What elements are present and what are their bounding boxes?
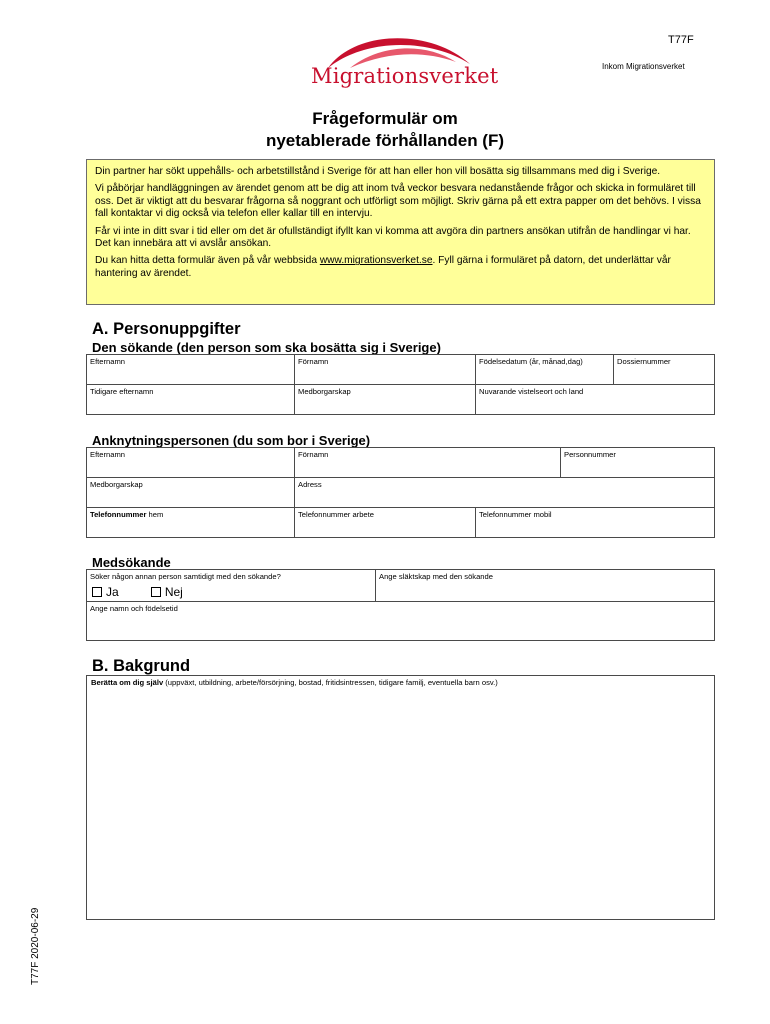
background-prompt-rest: (uppväxt, utbildning, arbete/försörjning, bostad, fritidsintressen, tidigare familj, eventuella barn osv.) — [163, 678, 498, 687]
section-b-title: B. Bakgrund — [92, 657, 191, 675]
co-applicant-section-title: Medsökande — [92, 555, 171, 570]
anchor-phone-work-label: Telefonnummer arbete — [298, 510, 374, 519]
info-box — [86, 159, 715, 305]
co-applicant-relationship-label: Ange släktskap med den sökande — [379, 572, 493, 581]
info-paragraph-2: Vi påbörjar handläggningen av ärendet genom att be dig att inom två veckor besvara nedanstående frågor och skicka in formuläret till oss. Det är viktigt att du besvarar frågorna så noggrant och utförligt som möjligt. Skriv gärna på ett extra papper om det behövs. I vissa fall kontaktar vi dig också via telefon eller kallar till en intervju. — [95, 183, 701, 220]
co-applicant-question: Söker någon annan person samtidigt med den sökande? — [90, 572, 281, 581]
anchor-table — [86, 447, 715, 538]
anchor-phone-work-field[interactable] — [295, 508, 476, 538]
anchor-citizenship-field[interactable] — [87, 478, 295, 508]
co-applicant-relationship-field[interactable] — [376, 570, 715, 602]
anchor-phone-home-rest: hem — [146, 510, 164, 519]
anchor-phone-mobile-label: Telefonnummer mobil — [479, 510, 552, 519]
yes-checkbox[interactable] — [92, 587, 102, 597]
logo-text: Migrationsverket — [311, 64, 499, 88]
co-applicant-question-cell — [87, 570, 376, 602]
anchor-phone-home-label — [90, 510, 163, 519]
anchor-first-name-label: Förnamn — [298, 450, 329, 459]
form-code: T77F — [668, 34, 694, 46]
inbox-label: Inkom Migrationsverket — [602, 62, 685, 71]
anchor-first-name-field[interactable] — [295, 448, 561, 478]
background-prompt — [87, 676, 714, 689]
anchor-citizenship-label: Medborgarskap — [90, 480, 143, 489]
page-title-line2: nyetablerade förhållanden (F) — [265, 131, 505, 150]
applicant-previous-surname-field[interactable] — [87, 385, 295, 415]
applicant-residence-label: Nuvarande vistelseort och land — [479, 387, 584, 396]
no-checkbox[interactable] — [151, 587, 161, 597]
applicant-table — [86, 354, 715, 415]
anchor-section-title: Anknytningspersonen (du som bor i Sverige) — [92, 433, 371, 448]
no-label: Nej — [164, 585, 183, 599]
info-p4-pre: Du kan hitta detta formulär även på vår webbsida — [95, 255, 320, 267]
anchor-phone-home-field[interactable] — [87, 508, 295, 538]
website-link[interactable]: www.migrationsverket.se — [319, 255, 433, 267]
info-paragraph-3: Får vi inte in ditt svar i tid eller om det är ofullständigt ifyllt kan vi komma att avgöra din partners ansökan utifrån de handlingar vi har. Det kan innebära att vi avslår ansökan. — [95, 225, 691, 250]
background-text-area[interactable] — [86, 675, 715, 920]
applicant-dossier-label: Dossiernummer — [617, 357, 671, 366]
info-p4-post: . Fyll gärna i formuläret på datorn, det underlättar vår hantering av ärendet. — [95, 255, 671, 279]
applicant-citizenship-label: Medborgarskap — [298, 387, 351, 396]
form-version-date: T77F 2020-06-29 — [30, 907, 41, 985]
anchor-phone-mobile-field[interactable] — [476, 508, 715, 538]
applicant-dossier-field[interactable] — [614, 355, 715, 385]
yes-label: Ja — [106, 585, 119, 599]
applicant-surname-label: Efternamn — [90, 357, 126, 366]
co-applicant-name-field[interactable] — [87, 602, 715, 641]
anchor-address-label: Adress — [298, 480, 322, 489]
applicant-birth-date-label: Födelsedatum (år, månad,dag) — [479, 357, 583, 366]
anchor-personal-number-field[interactable] — [561, 448, 715, 478]
anchor-phone-home-bold: Telefonnummer — [90, 510, 147, 519]
applicant-surname-field[interactable] — [87, 355, 295, 385]
applicant-first-name-label: Förnamn — [298, 357, 329, 366]
co-applicant-table — [86, 569, 715, 641]
background-prompt-bold: Berätta om dig själv — [91, 678, 164, 687]
applicant-birth-date-field[interactable] — [476, 355, 614, 385]
page-title — [200, 108, 570, 152]
anchor-address-field[interactable] — [295, 478, 715, 508]
applicant-residence-field[interactable] — [476, 385, 715, 415]
page-title-line1: Frågeformulär om — [312, 109, 458, 128]
anchor-surname-field[interactable] — [87, 448, 295, 478]
applicant-section-title: Den sökande (den person som ska bosätta sig i Sverige) — [92, 340, 441, 355]
info-paragraph-1: Din partner har sökt uppehålls- och arbetstillstånd i Sverige för att han eller hon vill bosätta sig tillsammans med dig i Sverige. — [95, 166, 661, 177]
applicant-citizenship-field[interactable] — [295, 385, 476, 415]
applicant-first-name-field[interactable] — [295, 355, 476, 385]
applicant-previous-surname-label: Tidigare efternamn — [90, 387, 154, 396]
section-a-title: A. Personuppgifter — [92, 320, 241, 338]
info-paragraph-4 — [95, 255, 706, 280]
anchor-personal-number-label: Personnummer — [564, 450, 616, 459]
co-applicant-name-label: Ange namn och födelsetid — [90, 604, 178, 613]
anchor-surname-label: Efternamn — [90, 450, 126, 459]
